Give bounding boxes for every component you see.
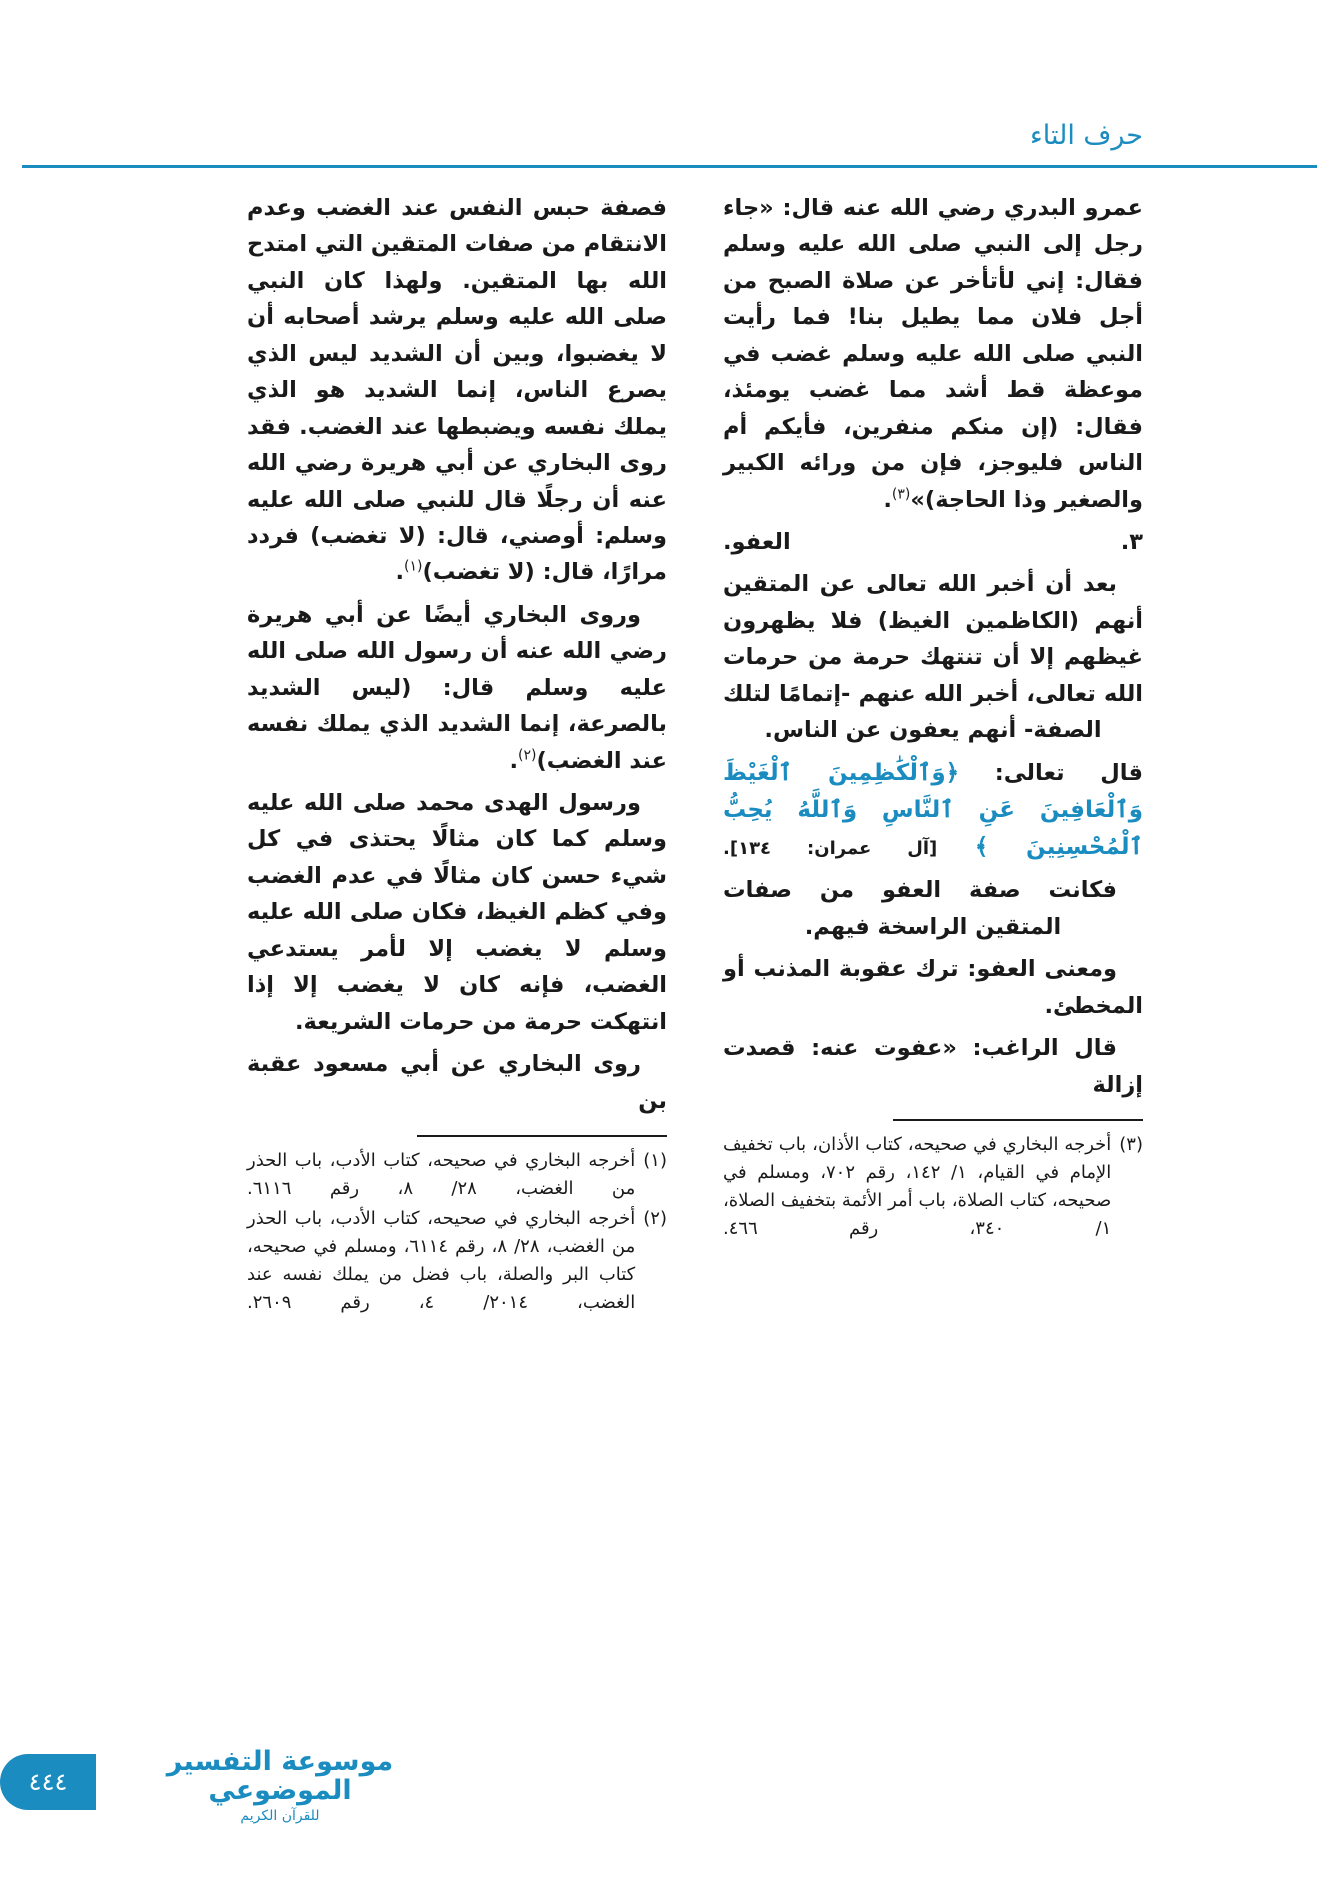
footnote-divider — [417, 1135, 667, 1138]
paragraph-l3: ومعنى العفو: ترك عقوبة المذنب أو المخطئ. — [723, 956, 1143, 1019]
paragraph-r2 — [247, 597, 667, 779]
paragraph-opening — [723, 190, 1143, 518]
footnote-number: (١) — [643, 1150, 667, 1172]
footnote-text: أخرجه البخاري في صحيحه، كتاب الأذان، باب تخفيف الإمام في القيام، ١/ ١٤٢، رقم ٧٠٢، ومسلم في صحيحه، كتاب الصلاة، باب أمر الأئمة بتخفيف الصلاة، ١/ ٣٤٠، رقم ٤٦٦. — [723, 1134, 1112, 1240]
footnote-divider — [893, 1119, 1143, 1122]
hadith-quote-2-end: . — [509, 747, 518, 774]
columns-container — [196, 190, 1143, 1319]
paragraph-r3: ورسول الهدى محمد صلى الله عليه وسلم كما كان مثالًا يحتذى في كل شيء حسن كان مثالًا في عدم الغضب وفي كظم الغيظ، فكان صلى الله عليه وسلم لا يغضب إلا لأمر يستدعي الغضب، فإنه كان لا يغضب إلا إذا انتهكت حرمة من حرمات الشريعة. — [247, 790, 667, 1035]
footnote-marker-1: (١) — [404, 558, 423, 575]
header-divider — [22, 165, 1317, 168]
hadith-quote-2: (ليس الشديد بالصرعة، إنما الشديد الذي يملك نفسه عند الغضب) — [247, 674, 667, 774]
footnote-number: (٣) — [1119, 1134, 1143, 1156]
column-secondary — [723, 190, 1143, 1319]
footnote-item — [247, 1205, 667, 1317]
footnote-item — [247, 1147, 667, 1203]
paragraph-r1-text: فصفة حبس النفس عند الغضب وعدم الانتقام من صفات المتقين التي امتدح الله بها المتقين. ولهذا كان النبي صلى الله عليه وسلم يرشد أصحابه أن لا يغضبوا، وبين أن الشديد ليس الذي يصرع الناس، إنما الشديد هو الذي يملك نفسه ويضبطها عند الغضب. فقد روى البخاري عن أبي هريرة رضي الله عنه أن رجلًا قال للنبي صلى الله عليه وسلم: أوصني، قال: — [247, 195, 668, 549]
footnote-marker-2: (٢) — [518, 747, 537, 764]
paragraph-r4: روى البخاري عن أبي مسعود عقبة بن — [247, 1051, 667, 1114]
publisher-logo — [130, 1747, 430, 1824]
paragraph-l4: قال الراغب: «عفوت عنه: قصدت إزالة — [723, 1035, 1143, 1098]
quote-lead-text: قال تعالى: — [994, 759, 1143, 786]
paragraph-l2: فكانت صفة العفو من صفات المتقين الراسخة فيهم. — [723, 877, 1117, 940]
footnote-text: أخرجه البخاري في صحيحه، كتاب الأدب، باب الحذر من الغضب، ٢٨/ ٨، رقم ٦١١٦. — [247, 1150, 636, 1200]
page-footer — [0, 1726, 1339, 1836]
paragraph-l1: بعد أن أخبر الله تعالى عن المتقين أنهم (الكاظمين الغيظ) فلا يظهرون غيظهم إلا أن تنتهك حرمة من حرمات الله تعالى، أخبر الله عنهم -إتمامًا لتلك الصفة- أنهم يعفون عن الناس. — [723, 571, 1143, 744]
footnote-marker-3: (٣) — [891, 486, 911, 502]
footnote-item — [723, 1131, 1143, 1243]
paragraph-r2-text: وروى البخاري أيضًا عن أبي هريرة رضي الله عنه أن رسول الله صلى الله عليه وسلم قال: — [247, 601, 667, 701]
quran-verse: ﴿وَٱلْكَٰظِمِينَ ٱلْغَيْظَ وَٱلْعَافِينَ عَنِ ٱلنَّاسِ وَٱللَّهُ يُحِبُّ ٱلْمُحْسِنِينَ ﴾ — [723, 759, 1143, 861]
page-number-badge: ٤٤٤ — [0, 1754, 96, 1810]
footnote-number: (٢) — [643, 1208, 667, 1230]
footnotes-primary — [247, 1135, 667, 1317]
hadith-quote-3-tail: » — [910, 486, 925, 513]
column-primary — [247, 190, 667, 1319]
section-heading-afw: ٣. العفو. — [723, 528, 1143, 555]
hadith-quote-1b: (لا تغضب) — [422, 559, 535, 586]
logo-sub-text: للقرآن الكريم — [240, 1808, 320, 1824]
hadith-quote-1-end: . — [395, 559, 404, 586]
hadith-quote-3: (إن منكم منفرين، فأيكم أم الناس فليوجز، فإن من ورائه الكبير والصغير وذا الحاجة) — [723, 413, 1143, 513]
quran-quote-block — [723, 755, 1143, 867]
paragraph-opening-end: . — [883, 486, 892, 513]
footnote-text: أخرجه البخاري في صحيحه، كتاب الأدب، باب الحذر من الغضب، ٢٨/ ٨، رقم ٦١١٤، ومسلم في صحيحه، كتاب البر والصلة، باب فضل من يملك نفسه عند الغضب، ٢٠١٤/ ٤، رقم ٢٦٠٩. — [247, 1208, 636, 1313]
hadith-quote-1-tail: فردد مرارًا، قال: — [247, 522, 667, 586]
paragraph-opening-text: عمرو البدري رضي الله عنه قال: «جاء رجل إلى النبي صلى الله عليه وسلم فقال: إني لأتأخر عن صلاة الصبح من أجل فلان مما يطيل بنا! فما رأيت النبي صلى الله عليه وسلم غضب في موعظة قط أشد مما غضب يومئذ، فقال: — [723, 195, 1143, 440]
quran-reference: [آل عمران: ١٣٤]. — [723, 838, 938, 860]
hadith-quote-1a: (لا تغضب) — [310, 522, 426, 549]
page-header — [0, 120, 1339, 180]
logo-main-text: موسوعة التفسير الموضوعي — [166, 1745, 394, 1807]
paragraph-r1 — [247, 190, 667, 591]
header-title: حرف التاء — [1030, 120, 1143, 151]
footnotes-secondary — [723, 1119, 1143, 1243]
